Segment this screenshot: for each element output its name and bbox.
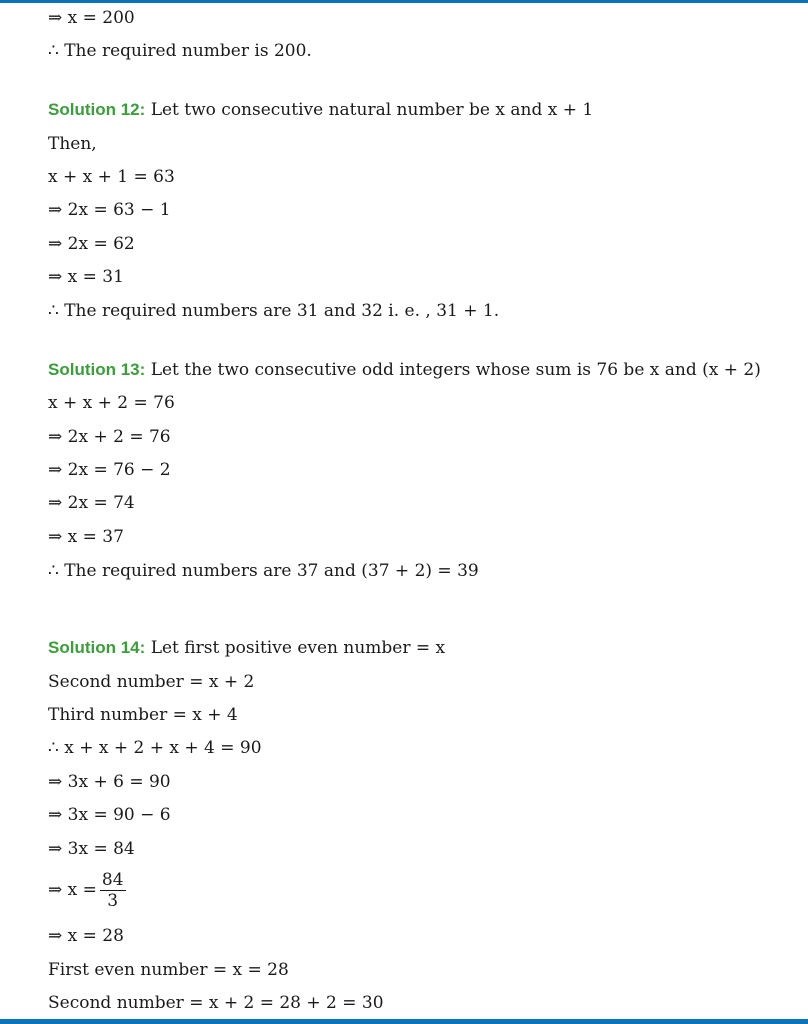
equation-line: ⇒ 3x + 6 = 90	[48, 772, 171, 792]
text-line: Third number = x + 4	[48, 705, 238, 725]
equation-line: ⇒ 2x = 76 − 2	[48, 460, 171, 480]
solution-14-heading: Solution 14:	[48, 638, 146, 657]
equation-line: ⇒ 2x = 74	[48, 493, 135, 513]
equation-line: ⇒ x = 37	[48, 527, 124, 547]
equation-line: ⇒ 2x = 62	[48, 234, 135, 254]
equation-line: ⇒ 2x + 2 = 76	[48, 427, 171, 447]
equation-line: ⇒ 3x = 84	[48, 839, 135, 859]
solution-12-statement	[48, 99, 593, 121]
conclusion-line: ∴ The required number is 200.	[48, 41, 312, 61]
equation-line: ⇒ x = 31	[48, 267, 124, 287]
solution-13-text: Let the two consecutive odd integers whose sum is 76 be x and (x + 2)	[150, 360, 761, 380]
equation-line: x + x + 2 = 76	[48, 393, 175, 413]
fraction-lhs: ⇒ x =	[48, 880, 97, 900]
solution-12-text: Let two consecutive natural number be x and x + 1	[150, 100, 594, 120]
equation-line: ∴ x + x + 2 + x + 4 = 90	[48, 738, 262, 758]
fraction-numerator: 84	[101, 870, 124, 890]
equation-line: ⇒ x = 200	[48, 8, 135, 28]
solution-13-statement	[48, 359, 761, 381]
conclusion-line: ∴ The required numbers are 31 and 32 i. e. , 31 + 1.	[48, 301, 500, 321]
solution-14-statement	[48, 637, 445, 659]
fraction	[100, 870, 126, 911]
fraction-equation	[48, 870, 126, 911]
solution-13-heading: Solution 13:	[48, 360, 146, 379]
equation-line: ⇒ 2x = 63 − 1	[48, 200, 171, 220]
text-line: Second number = x + 2	[48, 672, 255, 692]
fraction-denominator: 3	[107, 891, 119, 911]
solution-12-heading: Solution 12:	[48, 100, 146, 119]
text-line: Then,	[48, 134, 97, 154]
text-line: Second number = x + 2 = 28 + 2 = 30	[48, 993, 384, 1013]
text-line: First even number = x = 28	[48, 960, 289, 980]
equation-line: ⇒ x = 28	[48, 926, 124, 946]
equation-line: ⇒ 3x = 90 − 6	[48, 805, 171, 825]
solution-14-text: Let first positive even number = x	[150, 638, 446, 658]
equation-line: x + x + 1 = 63	[48, 167, 175, 187]
conclusion-line: ∴ The required numbers are 37 and (37 + 2) = 39	[48, 561, 479, 581]
